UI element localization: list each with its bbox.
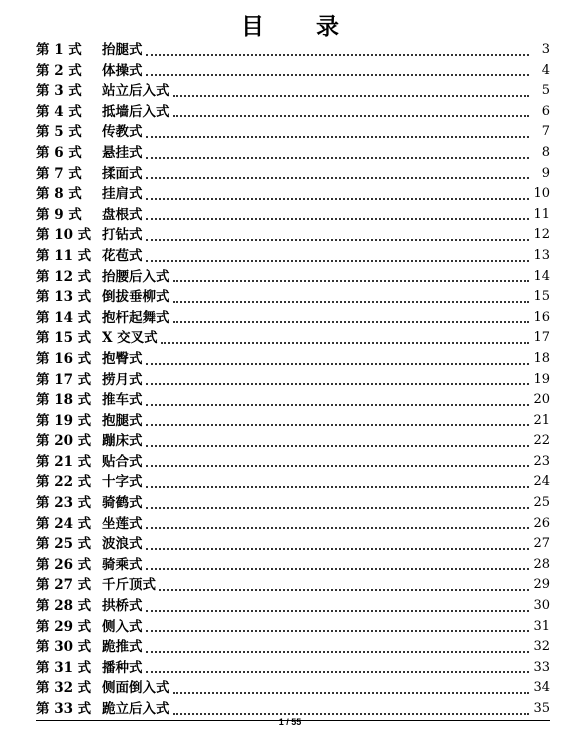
entry-page-number: 24: [533, 474, 550, 490]
entry-title: 盘根式: [102, 206, 143, 223]
entry-title: 跪立后入式: [102, 701, 170, 717]
dot-leader: [146, 194, 530, 200]
entry-number: 第 12 式: [36, 268, 92, 285]
entry-title: 抬腿式: [102, 42, 143, 58]
toc-entry[interactable]: [36, 328, 550, 349]
entry-title: 揉面式: [102, 165, 143, 182]
entry-number: 第 32 式: [36, 680, 92, 697]
entry-number: 第 31 式: [36, 659, 92, 676]
entry-page-number: 33: [533, 659, 550, 675]
entry-number: 第 26 式: [36, 556, 92, 573]
entry-page-number: 4: [541, 62, 550, 78]
entry-title: 传教式: [102, 124, 143, 141]
toc-entry[interactable]: [36, 370, 550, 391]
toc-entry[interactable]: [36, 225, 550, 246]
entry-number: 第 21 式: [36, 453, 92, 470]
entry-title: 千斤顶式: [102, 577, 156, 594]
entry-number: 第 23 式: [36, 495, 92, 512]
entry-page-number: 22: [533, 433, 550, 449]
dot-leader: [146, 379, 530, 385]
entry-title: 倒拔垂柳式: [102, 289, 170, 306]
dot-leader: [146, 132, 530, 138]
toc-entry[interactable]: [36, 431, 550, 452]
entry-page-number: 17: [533, 330, 550, 346]
toc-entry[interactable]: [36, 390, 550, 411]
toc-entry[interactable]: [36, 246, 550, 267]
entry-page-number: 12: [533, 227, 550, 243]
entry-title: X 交叉式: [102, 330, 158, 347]
dot-leader: [146, 50, 530, 56]
entry-number: 第 13 式: [36, 289, 92, 306]
toc-entry[interactable]: [36, 81, 550, 102]
toc-entry[interactable]: [36, 575, 550, 596]
dot-leader: [146, 235, 530, 241]
entry-page-number: 25: [533, 495, 550, 511]
dot-leader: [161, 338, 529, 344]
dot-leader: [146, 153, 530, 159]
entry-page-number: 26: [533, 515, 550, 531]
entry-page-number: 10: [533, 186, 550, 202]
entry-title: 骑鹤式: [102, 495, 143, 512]
entry-title: 播种式: [102, 659, 143, 676]
entry-number: 第 5 式: [36, 124, 82, 141]
toc-entry[interactable]: [36, 514, 550, 535]
entry-page-number: 7: [541, 124, 550, 140]
entry-number: 第 25 式: [36, 536, 92, 553]
dot-leader: [146, 544, 530, 550]
entry-number: 第 7 式: [36, 165, 82, 182]
entry-page-number: 29: [533, 577, 550, 593]
entry-page-number: 18: [533, 350, 550, 366]
entry-number: 第 10 式: [36, 227, 92, 244]
toc-entry[interactable]: [36, 164, 550, 185]
entry-number: 第 14 式: [36, 309, 92, 326]
dot-leader: [146, 441, 530, 447]
dot-leader: [146, 523, 530, 529]
entry-page-number: 20: [533, 392, 550, 408]
dot-leader: [146, 359, 530, 365]
entry-title: 悬挂式: [102, 144, 143, 161]
entry-number: 第 6 式: [36, 144, 82, 161]
entry-page-number: 9: [541, 165, 550, 181]
entry-title: 挂肩式: [102, 186, 143, 203]
dot-leader: [173, 317, 530, 323]
entry-page-number: 27: [533, 536, 550, 552]
toc-entry[interactable]: [36, 143, 550, 164]
toc-entry[interactable]: [36, 308, 550, 329]
toc-entry[interactable]: [36, 493, 550, 514]
dot-leader: [173, 709, 530, 715]
dot-leader: [159, 585, 529, 591]
toc-entry[interactable]: [36, 637, 550, 658]
dot-leader: [146, 461, 530, 467]
entry-number: 第 28 式: [36, 598, 92, 615]
entry-title: 抱腿式: [102, 412, 143, 429]
entry-page-number: 23: [533, 453, 550, 469]
entry-page-number: 15: [533, 289, 550, 305]
dot-leader: [146, 420, 530, 426]
entry-title: 贴合式: [102, 453, 143, 470]
entry-page-number: 5: [541, 83, 550, 99]
entry-title: 打钻式: [102, 227, 143, 244]
entry-number: 第 22 式: [36, 474, 92, 491]
entry-page-number: 28: [533, 556, 550, 572]
toc-entry[interactable]: [36, 184, 550, 205]
entry-page-number: 21: [533, 412, 550, 428]
entry-page-number: 34: [533, 680, 550, 696]
entry-page-number: 19: [533, 371, 550, 387]
toc-entry[interactable]: [36, 40, 550, 61]
toc-entry[interactable]: [36, 267, 550, 288]
table-of-contents: [36, 40, 550, 721]
dot-leader: [146, 503, 530, 509]
dot-leader: [146, 606, 530, 612]
entry-title: 推车式: [102, 392, 143, 409]
toc-entry[interactable]: [36, 678, 550, 699]
entry-title: 波浪式: [102, 536, 143, 553]
dot-leader: [146, 256, 530, 262]
entry-title: 坐莲式: [102, 515, 143, 532]
dot-leader: [146, 667, 530, 673]
dot-leader: [173, 276, 530, 282]
dot-leader: [146, 214, 530, 220]
entry-page-number: 11: [533, 206, 550, 222]
entry-number: 第 17 式: [36, 371, 92, 388]
page-footer-number: 1 / 55: [278, 717, 302, 727]
entry-title: 蹦床式: [102, 433, 143, 450]
entry-page-number: 35: [533, 701, 550, 716]
dot-leader: [173, 111, 530, 117]
entry-page-number: 3: [541, 42, 550, 57]
entry-number: 第 11 式: [36, 247, 92, 264]
entry-number: 第 2 式: [36, 62, 82, 79]
toc-entry[interactable]: [36, 534, 550, 555]
entry-title: 抱杆起舞式: [102, 309, 170, 326]
entry-number: 第 27 式: [36, 577, 92, 594]
toc-entry[interactable]: [36, 472, 550, 493]
entry-page-number: 13: [533, 247, 550, 263]
entry-title: 跪推式: [102, 639, 143, 656]
entry-title: 十字式: [102, 474, 143, 491]
entry-title: 抬腰后入式: [102, 268, 170, 285]
entry-number: 第 3 式: [36, 83, 82, 100]
dot-leader: [173, 297, 530, 303]
dot-leader: [146, 564, 530, 570]
dot-leader: [146, 173, 530, 179]
entry-number: 第 19 式: [36, 412, 92, 429]
page-title: 目 录: [240, 13, 361, 40]
entry-number: 第 18 式: [36, 392, 92, 409]
entry-number: 第 16 式: [36, 350, 92, 367]
entry-page-number: 16: [533, 309, 550, 325]
entry-number: 第 1 式: [36, 42, 82, 58]
dot-leader: [146, 70, 530, 76]
toc-entry[interactable]: [36, 349, 550, 370]
toc-entry[interactable]: [36, 617, 550, 638]
toc-entry[interactable]: [36, 411, 550, 432]
toc-entry[interactable]: [36, 61, 550, 82]
entry-title: 骑乘式: [102, 556, 143, 573]
entry-number: 第 20 式: [36, 433, 92, 450]
toc-entry[interactable]: [36, 596, 550, 617]
dot-leader: [146, 647, 530, 653]
entry-page-number: 32: [533, 639, 550, 655]
entry-number: 第 29 式: [36, 618, 92, 635]
entry-number: 第 8 式: [36, 186, 82, 203]
entry-title: 抵墙后入式: [102, 103, 170, 120]
entry-page-number: 31: [533, 618, 550, 634]
entry-number: 第 30 式: [36, 639, 92, 656]
entry-page-number: 6: [541, 103, 550, 119]
entry-title: 花苞式: [102, 247, 143, 264]
entry-title: 拱桥式: [102, 598, 143, 615]
toc-entry[interactable]: [36, 122, 550, 143]
dot-leader: [146, 626, 530, 632]
entry-number: 第 9 式: [36, 206, 82, 223]
entry-title: 体操式: [102, 62, 143, 79]
toc-entry[interactable]: [36, 102, 550, 123]
entry-number: 第 24 式: [36, 515, 92, 532]
entry-title: 侧面倒入式: [102, 680, 170, 697]
entry-page-number: 14: [533, 268, 550, 284]
entry-number: 第 4 式: [36, 103, 82, 120]
entry-title: 捞月式: [102, 371, 143, 388]
toc-entry[interactable]: [36, 452, 550, 473]
toc-entry[interactable]: [36, 287, 550, 308]
dot-leader: [173, 688, 530, 694]
entry-page-number: 8: [541, 144, 550, 160]
entry-title: 抱臀式: [102, 350, 143, 367]
entry-number: 第 15 式: [36, 330, 92, 347]
toc-entry[interactable]: [36, 205, 550, 226]
toc-entry[interactable]: [36, 555, 550, 576]
toc-entry[interactable]: [36, 658, 550, 679]
entry-number: 第 33 式: [36, 701, 92, 717]
entry-title: 侧入式: [102, 618, 143, 635]
dot-leader: [146, 400, 530, 406]
entry-page-number: 30: [533, 598, 550, 614]
dot-leader: [146, 482, 530, 488]
dot-leader: [173, 91, 530, 97]
entry-title: 站立后入式: [102, 83, 170, 100]
